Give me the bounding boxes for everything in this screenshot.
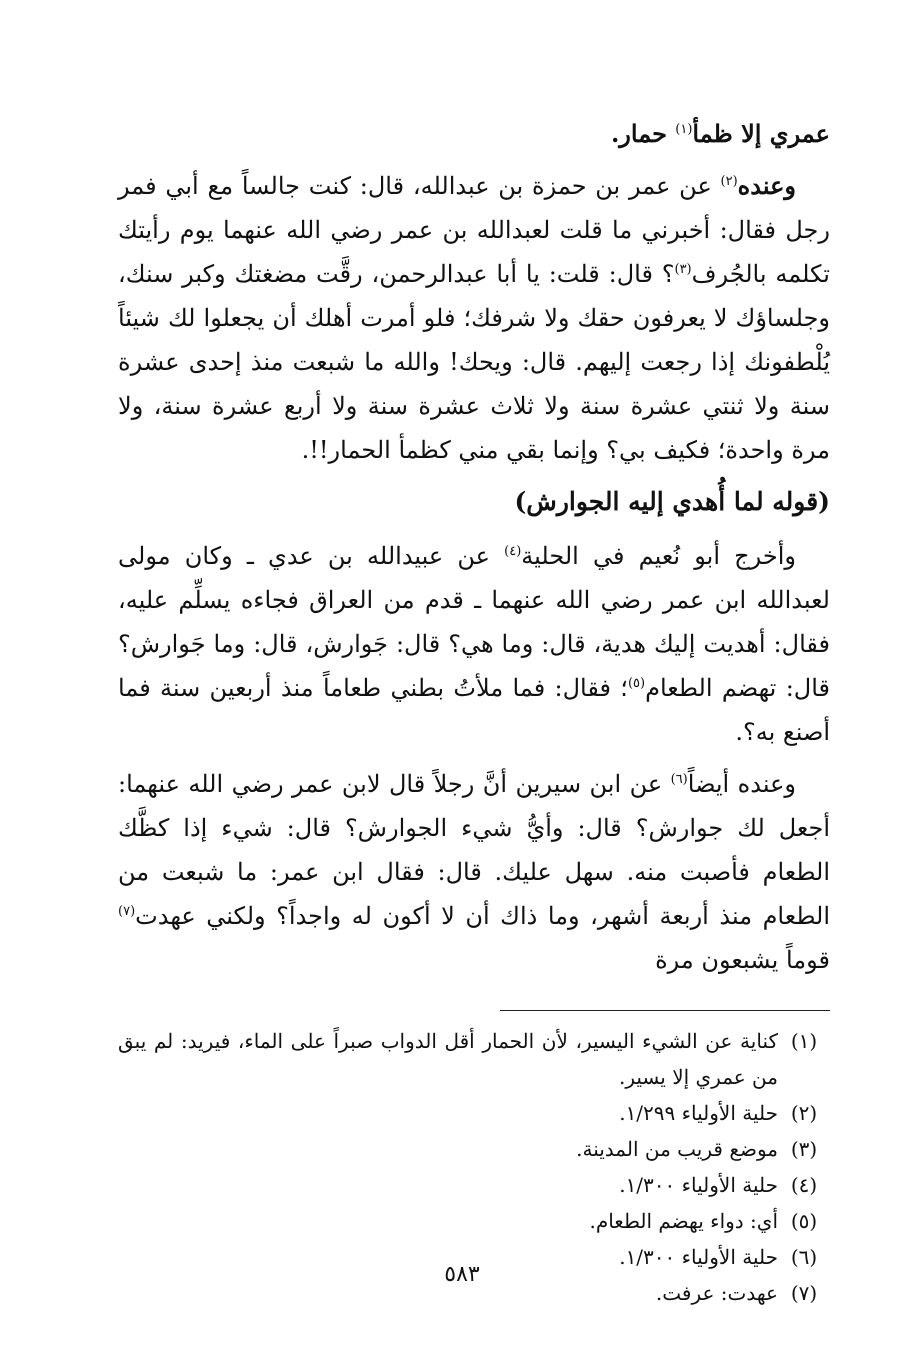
p3-text-c: ؛ فقال: فما ملأتُ بطني طعاماً منذ أربعين سنة فما أصنع به؟. (118, 674, 830, 746)
footnote-separator (500, 1010, 830, 1011)
paragraph-2 (118, 164, 830, 472)
footnote-ref-4: (٤) (504, 544, 522, 559)
footnote-number: (٢) (790, 1101, 818, 1125)
footnote-ref-2: (٢) (720, 174, 738, 189)
p1-bold-text: عمري إلا ظمأ (692, 119, 830, 148)
p2-text-a: عن عمر بن حمزة بن عبدالله، قال: كنت جالساً مع أبي فمر رجل فقال: أخبرني ما قلت لعبدالله بن عمر رضي الله عنهما يوم رأيتك تكلمه بالجُرف (118, 172, 830, 288)
p4-text-c: قوماً يشبعون مرة (655, 946, 830, 974)
section-heading: (قوله لما أُهدي إليه الجوارش) (514, 487, 830, 516)
footnote-number: (٦) (790, 1245, 818, 1269)
footnote-item (118, 1167, 830, 1203)
footnote-text: موضع قريب من المدينة. (576, 1137, 778, 1161)
paragraph-1 (118, 112, 830, 156)
main-text (118, 112, 830, 982)
paragraph-4 (118, 762, 830, 982)
p1-rest: حمار. (610, 119, 676, 148)
p2-text-b: ؟ قال: قلت: يا أبا عبدالرحمن، رقَّت مضغتك وكبر سنك، وجلساؤك لا يعرفون حقك ولا شرفك؛ فلو أمرت أهلك أن يجعلوا لك شيئاً يُلْطفونك إذا رجعت إليهم. قال: ويحك! والله ما شبعت منذ إحدى عشرة سنة ولا ثنتي عشرة سنة ولا ثلاث عشرة سنة ولا أربع عشرة سنة، ولا مرة واحدة؛ فكيف بي؟ وإنما بقي مني كظمأ الحمار!!. (118, 260, 830, 464)
footnote-number: (٥) (790, 1209, 818, 1233)
footnote-text: كناية عن الشيء اليسير، لأن الحمار أقل الدواب صبراً على الماء، فيريد: لم يبق من عمري إلا يسير. (118, 1029, 778, 1089)
footnote-text: عهدت: عرفت. (655, 1281, 778, 1305)
paragraph-3 (118, 534, 830, 754)
footnote-item (118, 1023, 830, 1095)
footnote-item (118, 1095, 830, 1131)
footnote-number: (٧) (790, 1281, 818, 1305)
footnote-number: (٤) (790, 1173, 818, 1197)
footnote-ref-7: (٧) (118, 904, 136, 919)
footnote-ref-6: (٦) (670, 772, 688, 787)
p2-start: وعنده (737, 171, 796, 200)
footnote-text: حلية الأولياء ١/٣٠٠. (619, 1245, 778, 1269)
footnote-text: أي: دواء يهضم الطعام. (589, 1209, 778, 1233)
footnote-number: (٣) (790, 1137, 818, 1161)
footnote-ref-1: (١) (675, 122, 693, 137)
footnote-ref-3: (٣) (674, 262, 692, 277)
p4-text-b: عن ابن سيرين أنَّ رجلاً قال لابن عمر رضي الله عنهما: أجعل لك جوارش؟ قال: وأيُّ شيء الجوارش؟ قال: شيء إذا كظَّك الطعام فأصبت منه. سهل عليك. قال: فقال ابن عمر: ما شبعت من الطعام منذ أربعة أشهر، وما ذاك أن لا أكون له واجداً؟ ولكني عهدت (118, 770, 830, 930)
footnote-text: حلية الأولياء ١/٣٠٠. (619, 1173, 778, 1197)
page-number: ٥٨٣ (444, 1262, 480, 1287)
page (118, 112, 830, 1312)
footnote-item (118, 1131, 830, 1167)
footnote-item (118, 1203, 830, 1239)
footnote-rule-wrap (118, 990, 830, 1023)
p4-text-a: وعنده أيضاً (687, 770, 796, 798)
p3-text-a: وأخرج أبو نُعيم في الحلية (521, 542, 796, 570)
footnote-text: حلية الأولياء ١/٢٩٩. (619, 1101, 778, 1125)
p3-text-b: عن عبيدالله بن عدي ـ وكان مولى لعبدالله ابن عمر رضي الله عنهما ـ قدم من العراق فجاءه يسلِّم عليه، فقال: أهديت إليك هدية، قال: وما هي؟ قال: جَوارش، قال: وما جَوارش؟ قال: تهضم الطعام (118, 542, 831, 702)
footnote-ref-5: (٥) (627, 676, 646, 691)
footnote-number: (١) (790, 1029, 818, 1053)
